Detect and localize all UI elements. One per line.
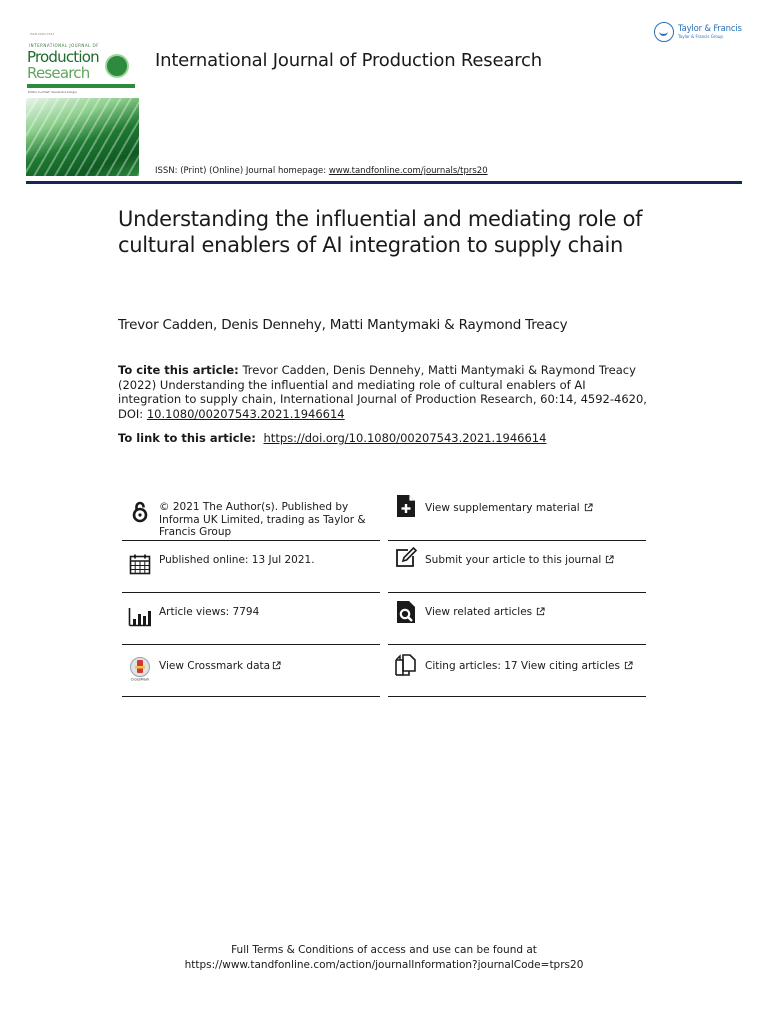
crossmark-text[interactable] [159,660,381,673]
cover-artwork [26,98,139,176]
supplementary-text[interactable] [425,502,647,515]
search-document-icon [394,600,418,624]
submit-label: Submit your article to this journal [425,554,602,566]
article-title: Understanding the influential and mediating role of cultural enablers of AI integration to supply chain [118,207,643,257]
citing-text[interactable] [425,660,647,673]
citation [118,363,648,421]
external-link-icon [624,661,633,670]
external-link-icon [536,607,545,616]
cover-bar [27,84,135,88]
external-link-icon [584,503,593,512]
open-access-cell [122,488,380,541]
journal-cover [26,28,139,176]
footer-terms-link[interactable]: https://www.tandfonline.com/action/journalInformation?journalCode=tprs20 [184,958,584,971]
cover-issn: ISSN 0020-7543 [30,32,55,36]
journal-homepage-link[interactable]: www.tandfonline.com/journals/tprs20 [328,166,488,176]
supplementary-cell[interactable] [388,488,646,541]
bar-chart-icon [128,604,152,628]
submit-text[interactable] [425,554,647,567]
views-cell [122,592,380,645]
external-link-icon [272,661,281,670]
related-cell[interactable] [388,592,646,645]
edit-icon [394,546,418,570]
views-text: Article views: 7794 [159,606,260,618]
cover-title-2: Research [27,64,90,82]
cover-tag: INTERNATIONAL JOURNAL OF [29,43,100,48]
supplementary-label: View supplementary material [425,502,580,514]
published-text: Published online: 13 Jul 2021. [159,554,315,566]
publisher-logo-icon [654,22,674,42]
issn-line [155,166,488,176]
published-cell [122,540,380,593]
crossmark-cell[interactable] [122,644,380,697]
cite-text: Trevor Cadden, Denis Dennehy, Matti Mantymaki & Raymond Treacy (2022) Understanding the influential and mediating role of cultural enablers of AI integration to supply chain, International Journal of Production Research, 60:14, 4592-4620, DOI: [118,363,647,421]
citing-cell[interactable] [388,644,646,697]
crossmark-icon [128,654,152,682]
journal-title: International Journal of Production Research [155,50,542,71]
article-authors: Trevor Cadden, Denis Dennehy, Matti Mantymaki & Raymond Treacy [118,317,568,333]
article-link [118,431,546,445]
open-access-text: © 2021 The Author(s). Published by Informa UK Limited, trading as Taylor & Francis Group [159,501,366,538]
header-rule [26,181,742,184]
cover-title-1: Production [27,48,99,66]
related-text[interactable] [425,606,647,619]
terms-footer [0,943,768,972]
publisher-name: Taylor & Francis [678,24,742,35]
citing-label: Citing articles: 17 View citing articles [425,660,620,672]
submit-cell[interactable] [388,540,646,593]
external-link-icon [605,555,614,564]
issn-text: ISSN: (Print) (Online) Journal homepage: [155,166,327,176]
cover-editor: Editor-in-Chief: Alexandre Dolgui [28,90,77,94]
open-access-icon [128,500,152,524]
cite-doi-link[interactable]: 10.1080/00207543.2021.1946614 [146,406,345,421]
cite-label: To cite this article: [118,363,239,377]
publisher-logo[interactable] [654,22,742,42]
footer-line-1: Full Terms & Conditions of access and use can be found at [231,944,537,956]
article-doi-link[interactable]: https://doi.org/10.1080/00207543.2021.1946614 [263,431,547,445]
cover-badge [105,54,129,78]
crossmark-label: View Crossmark data [159,660,271,672]
citing-documents-icon [394,653,418,677]
link-label: To link to this article: [118,431,256,445]
calendar-icon [128,552,152,576]
related-label: View related articles [425,606,533,618]
crossmark-logo-text: CrossMark [130,677,150,682]
publisher-sub: Taylor & Francis Group [678,33,723,39]
supplementary-file-icon [394,494,418,518]
